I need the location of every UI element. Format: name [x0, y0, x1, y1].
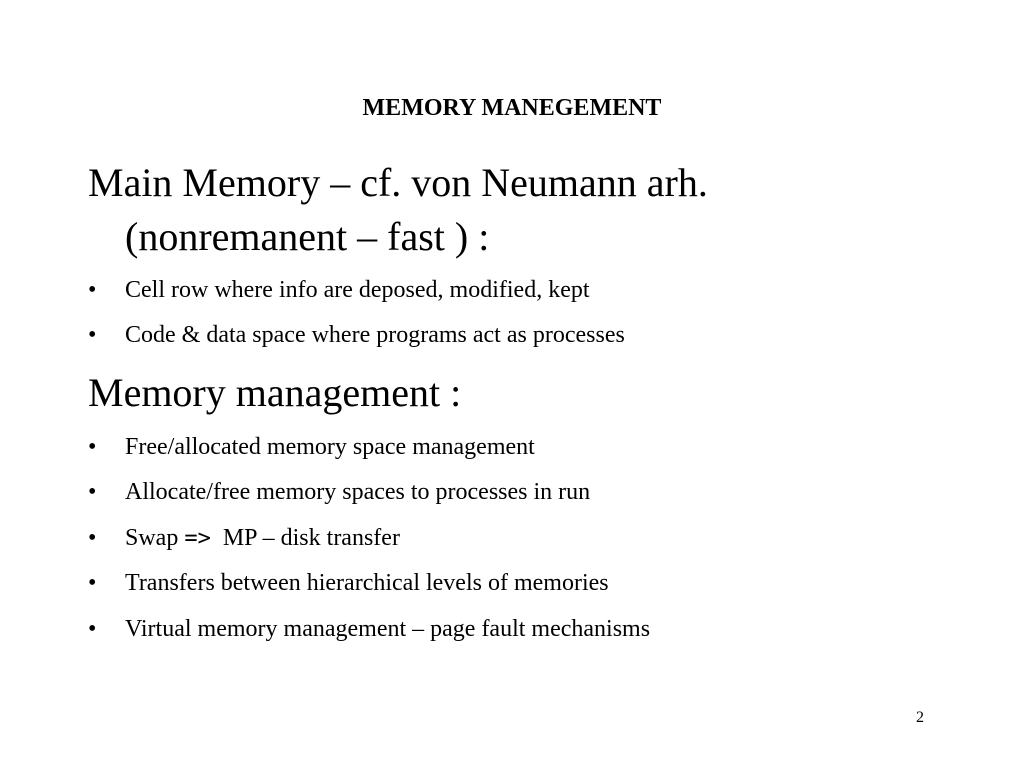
- bullet-text: Code & data space where programs act as processes: [125, 322, 625, 348]
- bullet-dot: •: [88, 322, 97, 348]
- bullet-text: Transfers between hierarchical levels of memories: [125, 570, 609, 596]
- bullet-text: Cell row where info are deposed, modified, kept: [125, 277, 590, 303]
- memory-management-heading: Memory management :: [88, 370, 462, 415]
- main-memory-heading-continuation: (nonremanent – fast ) :: [125, 214, 490, 259]
- bullet-text: Free/allocated memory space management: [125, 434, 535, 460]
- bullet-dot: •: [88, 479, 97, 505]
- arrow-symbol: =>: [184, 526, 211, 551]
- bullet-text: [125, 522, 400, 555]
- bullet-text: Allocate/free memory spaces to processes in run: [125, 479, 591, 505]
- bullet-item: [88, 567, 988, 599]
- swap-description: MP – disk transfer: [210, 525, 400, 551]
- bullet-dot: •: [88, 570, 97, 596]
- bullet-item: [88, 319, 988, 351]
- bullet-item: [88, 613, 988, 645]
- bullet-item: [88, 522, 988, 554]
- bullet-item: [88, 274, 988, 306]
- swap-label: Swap: [125, 525, 185, 551]
- bullet-dot: •: [88, 277, 97, 303]
- bullet-dot: •: [88, 616, 97, 642]
- bullet-text: Virtual memory management – page fault mechanisms: [125, 616, 651, 642]
- bullet-item: [88, 476, 988, 508]
- slide-title: MEMORY MANEGEMENT: [362, 95, 662, 121]
- bullet-item: [88, 431, 988, 463]
- bullet-dot: •: [88, 434, 97, 460]
- page-number: 2: [916, 709, 924, 726]
- bullet-dot: •: [88, 525, 97, 551]
- main-memory-heading: Main Memory – cf. von Neumann arh.: [88, 160, 708, 205]
